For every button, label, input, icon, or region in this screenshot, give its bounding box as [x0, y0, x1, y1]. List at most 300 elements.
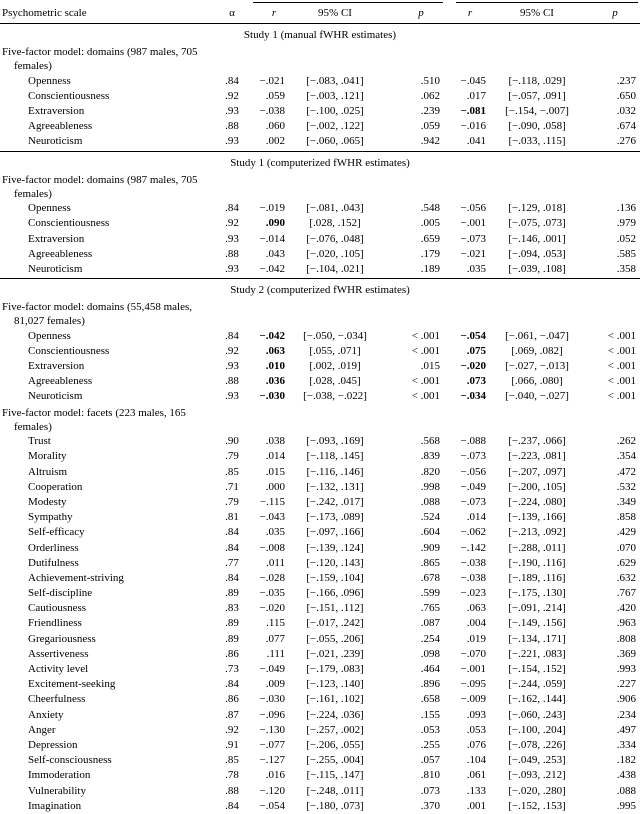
group-label: Five-factor model: facets (223 males, 165 females) — [2, 406, 186, 433]
cell-ci-group1: [−.123, .140] — [306, 678, 364, 691]
cell-p-group1: < .001 — [411, 329, 440, 342]
cell-r-group2: −.073 — [460, 495, 486, 508]
cell-p-group1: .678 — [420, 571, 440, 584]
cell-r-group1: .036 — [265, 375, 285, 388]
cell-ci-group2: [−.057, .091] — [508, 89, 566, 102]
cell-r-group2: −.070 — [460, 647, 486, 660]
cell-ci-group1: [−.100, .025] — [306, 104, 364, 117]
cell-p-group2: < .001 — [607, 375, 636, 388]
cell-alpha: .77 — [225, 556, 239, 569]
header-p-group2: p — [612, 7, 618, 19]
cell-r-group1: .000 — [265, 480, 285, 493]
cell-alpha: .85 — [225, 465, 239, 478]
cell-r-group2: .041 — [466, 135, 486, 148]
cell-r-group2: −.020 — [460, 360, 486, 373]
cell-scale: Orderliness — [28, 541, 79, 554]
cell-r-group1: −.030 — [259, 390, 285, 403]
cell-ci-group1: [−.093, .169] — [306, 435, 364, 448]
cell-alpha: .92 — [225, 89, 239, 102]
cell-p-group2: .993 — [616, 663, 636, 675]
cell-alpha: .88 — [225, 375, 239, 388]
header-r-group1: r — [271, 7, 277, 19]
cell-ci-group2: [−.093, .212] — [508, 769, 566, 782]
table-row — [0, 525, 640, 540]
cell-p-group1: .599 — [420, 587, 440, 600]
cell-ci-group1: [.002, .019] — [309, 360, 361, 373]
cell-ci-group1: [−.120, .143] — [306, 556, 364, 569]
table-row — [0, 119, 640, 134]
cell-alpha: .93 — [225, 135, 239, 148]
cell-r-group2: .076 — [466, 738, 486, 751]
cell-scale: Self-discipline — [28, 587, 93, 600]
cell-p-group1: < .001 — [411, 344, 440, 357]
cell-ci-group2: [−.154, .152] — [508, 663, 566, 675]
cell-ci-group2: [.066, .080] — [511, 375, 563, 388]
table-row — [0, 723, 640, 738]
cell-r-group1: .011 — [266, 556, 285, 569]
cell-r-group1: .111 — [266, 647, 285, 660]
cell-ci-group1: [−.248, .011] — [306, 784, 364, 797]
cell-ci-group2: [.069, .082] — [511, 344, 563, 357]
cell-alpha: .92 — [225, 217, 239, 230]
table-row — [0, 359, 640, 374]
cell-ci-group2: [−.094, .053] — [508, 247, 566, 260]
cell-ci-group1: [−.081, .043] — [306, 202, 364, 215]
cell-alpha: .84 — [225, 74, 239, 87]
cell-scale: Conscientiousness — [28, 89, 110, 102]
cell-alpha: .84 — [225, 329, 239, 342]
cell-p-group1: .839 — [420, 450, 440, 463]
cell-r-group2: −.073 — [460, 232, 486, 245]
cell-ci-group2: [−.061, −.047] — [505, 329, 569, 342]
cell-alpha: .92 — [225, 344, 239, 357]
cell-ci-group1: [−.166, .096] — [306, 587, 364, 600]
cell-p-group2: .234 — [616, 708, 636, 721]
cell-r-group2: −.038 — [460, 556, 486, 569]
cell-r-group2: .035 — [466, 262, 486, 275]
cell-ci-group1: [.028, .152] — [309, 217, 361, 230]
table-row — [0, 434, 640, 449]
cell-p-group1: .896 — [420, 678, 440, 691]
cell-ci-group2: [−.020, .280] — [508, 784, 566, 797]
cell-r-group1: −.115 — [259, 495, 285, 508]
cell-p-group2: .858 — [616, 511, 636, 524]
cell-p-group1: .059 — [420, 120, 440, 133]
cell-alpha: .84 — [225, 526, 239, 539]
cell-p-group2: .497 — [616, 723, 636, 736]
cell-scale: Conscientiousness — [28, 344, 110, 357]
cell-ci-group2: [−.075, .073] — [508, 217, 566, 230]
cell-alpha: .89 — [225, 617, 239, 630]
cell-ci-group2: [−.060, .243] — [508, 708, 566, 721]
table-row — [0, 753, 640, 768]
cell-scale: Neuroticism — [28, 135, 83, 148]
cell-p-group2: .632 — [616, 571, 636, 584]
cell-scale: Altruism — [28, 465, 68, 478]
cell-r-group1: .009 — [265, 678, 285, 691]
table-row — [0, 601, 640, 616]
table-row — [0, 247, 640, 262]
cell-r-group1: −.028 — [259, 571, 285, 584]
cell-alpha: .88 — [225, 120, 239, 133]
cell-r-group1: .010 — [265, 360, 285, 373]
cell-scale: Openness — [28, 202, 71, 215]
cell-r-group1: −.130 — [259, 723, 285, 736]
cell-scale: Conscientiousness — [28, 217, 110, 230]
cell-p-group2: .052 — [616, 232, 636, 245]
cell-p-group1: .179 — [420, 247, 440, 260]
cell-scale: Activity level — [28, 663, 89, 675]
cell-ci-group2: [−.078, .226] — [508, 738, 566, 751]
cell-r-group2: −.001 — [460, 217, 486, 230]
cell-p-group2: .906 — [616, 693, 636, 706]
table-row — [0, 708, 640, 723]
table-row — [0, 495, 640, 510]
cell-alpha: .84 — [225, 571, 239, 584]
cell-ci-group2: [−.154, −.007] — [505, 104, 569, 117]
cell-scale: Achievement-striving — [28, 571, 124, 584]
header-ci-group1: 95% CI — [318, 7, 352, 19]
cell-ci-group2: [−.033, .115] — [508, 135, 566, 148]
cell-alpha: .89 — [225, 587, 239, 600]
cell-scale: Cautiousness — [28, 602, 87, 615]
cell-r-group1: −.014 — [259, 232, 285, 245]
cell-ci-group1: [−.055, .206] — [306, 632, 364, 645]
cell-ci-group1: [.055, .071] — [309, 344, 361, 357]
cell-r-group2: .053 — [466, 723, 486, 736]
cell-scale: Cheerfulness — [28, 693, 86, 706]
table-row — [0, 449, 640, 464]
cell-r-group1: −.054 — [259, 799, 285, 812]
cell-ci-group2: [−.134, .171] — [508, 632, 566, 645]
cell-ci-group1: [−.242, .017] — [306, 495, 364, 508]
cell-alpha: .79 — [225, 450, 239, 463]
cell-ci-group1: [−.060, .065] — [306, 135, 364, 148]
cell-scale: Agreeableness — [28, 375, 93, 388]
table-header-row — [0, 2, 640, 22]
cell-r-group2: −.009 — [460, 693, 486, 706]
cell-alpha: .86 — [225, 693, 239, 706]
cell-ci-group1: [−.116, .146] — [306, 465, 364, 478]
cell-r-group1: .016 — [265, 769, 285, 782]
cell-p-group2: .420 — [616, 602, 636, 615]
cell-ci-group2: [−.175, .130] — [508, 587, 566, 600]
cell-p-group2: .227 — [616, 678, 636, 691]
header-ci-group2: 95% CI — [520, 7, 554, 19]
cell-p-group1: .255 — [420, 738, 440, 751]
cell-r-group2: −.056 — [460, 465, 486, 478]
cell-p-group2: .276 — [616, 135, 636, 148]
cell-alpha: .81 — [225, 511, 239, 524]
cell-r-group2: .061 — [466, 769, 486, 782]
cell-scale: Agreeableness — [28, 247, 93, 260]
cell-ci-group1: [−.139, .124] — [306, 541, 364, 554]
cell-r-group2: −.049 — [460, 480, 486, 493]
cell-p-group1: .239 — [420, 104, 440, 117]
cell-p-group1: .604 — [420, 526, 440, 539]
table-row — [0, 104, 640, 119]
cell-r-group1: .060 — [265, 120, 285, 133]
cell-r-group2: −.073 — [460, 450, 486, 463]
cell-r-group1: .063 — [265, 344, 285, 357]
cell-p-group1: .810 — [420, 769, 440, 782]
cell-alpha: .89 — [225, 632, 239, 645]
cell-p-group1: < .001 — [411, 390, 440, 403]
table-row — [0, 738, 640, 753]
cell-scale: Anger — [28, 723, 56, 736]
cell-scale: Vulnerability — [28, 784, 86, 797]
table-row — [0, 465, 640, 480]
cell-r-group2: −.038 — [460, 571, 486, 584]
cell-r-group2: .133 — [466, 784, 486, 797]
cell-p-group2: .182 — [616, 754, 636, 767]
cell-p-group1: .062 — [420, 89, 440, 102]
cell-r-group2: −.054 — [460, 329, 486, 342]
cell-p-group1: .155 — [420, 708, 440, 721]
cell-p-group2: .358 — [616, 262, 636, 275]
cell-alpha: .93 — [225, 104, 239, 117]
table-row — [0, 232, 640, 247]
table-row — [0, 556, 640, 571]
cell-ci-group1: [−.151, .112] — [306, 602, 364, 615]
cell-ci-group1: [−.104, .021] — [306, 262, 364, 275]
group-label: Five-factor model: domains (55,458 males, 81,027 females) — [2, 301, 193, 328]
cell-scale: Self-consciousness — [28, 754, 112, 767]
cell-r-group2: −.023 — [460, 587, 486, 600]
cell-alpha: .71 — [225, 480, 239, 493]
table-row — [0, 784, 640, 799]
cell-r-group1: −.035 — [259, 587, 285, 600]
table-row — [0, 74, 640, 89]
cell-ci-group2: [−.288, .011] — [508, 541, 566, 554]
cell-ci-group1: [−.003, .121] — [306, 89, 364, 102]
cell-scale: Excitement-seeking — [28, 678, 116, 691]
cell-r-group2: −.095 — [460, 678, 486, 691]
cell-r-group1: −.020 — [259, 602, 285, 615]
cell-scale: Cooperation — [28, 480, 83, 493]
cell-p-group2: < .001 — [607, 390, 636, 403]
cell-ci-group2: [−.152, .153] — [508, 799, 566, 812]
cell-p-group1: .370 — [420, 799, 440, 812]
table-row — [0, 89, 640, 104]
cell-alpha: .86 — [225, 647, 239, 660]
cell-p-group1: .658 — [420, 693, 440, 706]
cell-p-group2: .088 — [616, 784, 636, 797]
section-title: Study 1 (manual fWHR estimates) — [243, 29, 397, 41]
cell-ci-group2: [−.118, .029] — [508, 74, 566, 87]
table-row — [0, 541, 640, 556]
cell-ci-group2: [−.129, .018] — [508, 202, 566, 215]
cell-alpha: .93 — [225, 232, 239, 245]
cell-ci-group1: [−.020, .105] — [306, 247, 364, 260]
cell-p-group1: .548 — [420, 202, 440, 215]
cell-r-group2: .075 — [466, 344, 486, 357]
cell-r-group1: .043 — [265, 247, 285, 260]
cell-alpha: .91 — [225, 738, 239, 751]
cell-p-group1: .998 — [420, 480, 440, 493]
cell-ci-group1: [−.076, .048] — [306, 232, 364, 245]
cell-r-group2: .019 — [466, 632, 486, 645]
cell-alpha: .88 — [225, 784, 239, 797]
cell-alpha: .83 — [225, 602, 239, 615]
table-row — [0, 616, 640, 631]
group-label: Five-factor model: domains (987 males, 705 females) — [2, 46, 198, 73]
cell-ci-group2: [−.039, .108] — [508, 262, 566, 275]
cell-alpha: .90 — [225, 435, 239, 448]
cell-scale: Neuroticism — [28, 390, 83, 403]
cell-ci-group2: [−.100, .204] — [508, 723, 566, 736]
cell-scale: Immoderation — [28, 769, 91, 782]
cell-r-group2: .001 — [466, 799, 486, 812]
table-row — [0, 571, 640, 586]
cell-r-group1: −.127 — [259, 754, 285, 767]
header-r-group2: r — [467, 7, 473, 19]
cell-r-group1: .002 — [265, 135, 285, 148]
cell-p-group2: .650 — [616, 89, 636, 102]
cell-p-group1: .053 — [420, 723, 440, 736]
cell-p-group2: .032 — [616, 104, 636, 117]
cell-r-group2: −.021 — [460, 247, 486, 260]
table-row — [0, 677, 640, 692]
cell-scale: Openness — [28, 74, 71, 87]
cell-p-group1: .865 — [420, 556, 440, 569]
cell-ci-group2: [−.244, .059] — [508, 678, 566, 691]
table-row — [0, 662, 640, 677]
cell-ci-group2: [−.207, .097] — [508, 465, 566, 478]
cell-ci-group1: [−.159, .104] — [306, 571, 364, 584]
cell-p-group2: .674 — [616, 120, 636, 133]
cell-r-group1: .035 — [265, 526, 285, 539]
table-row — [0, 480, 640, 495]
table-row — [0, 329, 640, 344]
cell-alpha: .84 — [225, 541, 239, 554]
cell-ci-group1: [−.173, .089] — [306, 511, 364, 524]
cell-p-group2: .334 — [616, 738, 636, 751]
cell-scale: Modesty — [28, 495, 67, 508]
cell-r-group1: .059 — [265, 89, 285, 102]
table-row — [0, 799, 640, 814]
cell-p-group1: .942 — [420, 135, 440, 148]
cell-ci-group1: [−.118, .145] — [306, 450, 364, 463]
cell-ci-group2: [−.223, .081] — [508, 450, 566, 463]
cell-p-group2: .429 — [616, 526, 636, 539]
section-title: Study 2 (computerized fWHR estimates) — [230, 284, 410, 297]
cell-ci-group2: [−.213, .092] — [508, 526, 566, 539]
cell-alpha: .79 — [225, 495, 239, 508]
cell-p-group1: .820 — [420, 465, 440, 478]
cell-scale: Extraversion — [28, 104, 85, 117]
cell-p-group1: .909 — [420, 541, 440, 554]
cell-p-group1: .087 — [420, 617, 440, 630]
table-row — [0, 216, 640, 231]
cell-r-group1: −.042 — [259, 262, 285, 275]
cell-r-group1: −.038 — [259, 104, 285, 117]
cell-ci-group2: [−.040, −.027] — [505, 390, 569, 403]
cell-p-group2: .349 — [616, 495, 636, 508]
cell-r-group2: −.088 — [460, 435, 486, 448]
cell-scale: Extraversion — [28, 232, 85, 245]
cell-scale: Neuroticism — [28, 262, 83, 275]
cell-ci-group1: [−.206, .055] — [306, 738, 364, 751]
cell-p-group2: < .001 — [607, 360, 636, 373]
table-row — [0, 262, 640, 277]
cell-r-group2: −.045 — [460, 74, 486, 87]
cell-p-group2: .808 — [616, 632, 636, 645]
cell-p-group2: .767 — [616, 587, 636, 600]
cell-ci-group2: [−.149, .156] — [508, 617, 566, 630]
cell-r-group2: −.016 — [460, 120, 486, 133]
cell-r-group2: −.034 — [460, 390, 486, 403]
cell-r-group1: .014 — [265, 450, 285, 463]
cell-ci-group1: [−.132, .131] — [306, 480, 364, 493]
cell-r-group1: −.042 — [259, 329, 285, 342]
cell-scale: Self-efficacy — [28, 526, 85, 539]
cell-p-group1: .057 — [420, 754, 440, 767]
cell-alpha: .78 — [225, 769, 239, 782]
cell-alpha: .84 — [225, 799, 239, 812]
cell-r-group1: .115 — [266, 617, 285, 630]
cell-scale: Morality — [28, 450, 67, 463]
cell-p-group1: .015 — [420, 360, 440, 373]
cell-p-group2: .237 — [616, 74, 636, 87]
table-row — [0, 389, 640, 404]
table-body — [0, 26, 640, 814]
cell-p-group1: .765 — [420, 602, 440, 615]
cell-p-group2: .070 — [616, 541, 636, 554]
cell-ci-group1: [−.021, .239] — [306, 647, 364, 660]
cell-p-group2: .963 — [616, 617, 636, 630]
cell-scale: Depression — [28, 738, 78, 751]
cell-r-group2: .063 — [466, 602, 486, 615]
cell-ci-group1: [−.038, −.022] — [303, 390, 367, 403]
table-row — [0, 510, 640, 525]
cell-ci-group1: [−.050, −.034] — [303, 329, 367, 342]
cell-ci-group1: [−.097, .166] — [306, 526, 364, 539]
cell-r-group1: −.021 — [259, 74, 285, 87]
cell-ci-group2: [−.189, .116] — [508, 571, 566, 584]
cell-p-group2: .532 — [616, 480, 636, 493]
cell-scale: Sympathy — [28, 511, 73, 524]
cell-ci-group2: [−.090, .058] — [508, 120, 566, 133]
cell-p-group1: .189 — [420, 262, 440, 275]
cell-ci-group2: [−.224, .080] — [508, 495, 566, 508]
cell-r-group1: .015 — [265, 465, 285, 478]
table-row — [0, 647, 640, 662]
table-row — [0, 586, 640, 601]
section-rule — [0, 278, 640, 279]
table-row — [0, 201, 640, 216]
cell-scale: Extraversion — [28, 360, 85, 373]
cell-p-group1: .005 — [420, 217, 440, 230]
cell-p-group1: .464 — [420, 663, 440, 675]
cell-p-group1: .568 — [420, 435, 440, 448]
cell-ci-group2: [−.146, .001] — [508, 232, 566, 245]
cell-p-group2: .995 — [616, 799, 636, 812]
cell-r-group2: .093 — [466, 708, 486, 721]
cell-r-group2: .104 — [466, 754, 486, 767]
cell-r-group2: −.081 — [460, 104, 486, 117]
cell-alpha: .93 — [225, 360, 239, 373]
cell-ci-group2: [−.221, .083] — [508, 647, 566, 660]
cell-ci-group1: [−.255, .004] — [306, 754, 364, 767]
cell-p-group1: .510 — [420, 74, 440, 87]
section-title: Study 1 (computerized fWHR estimates) — [230, 156, 410, 169]
cell-r-group2: .073 — [466, 375, 486, 388]
cell-p-group2: .472 — [616, 465, 636, 478]
cell-r-group1: −.049 — [259, 663, 285, 675]
column-spanner-rule-group1 — [253, 2, 443, 3]
cell-scale: Friendliness — [28, 617, 82, 630]
